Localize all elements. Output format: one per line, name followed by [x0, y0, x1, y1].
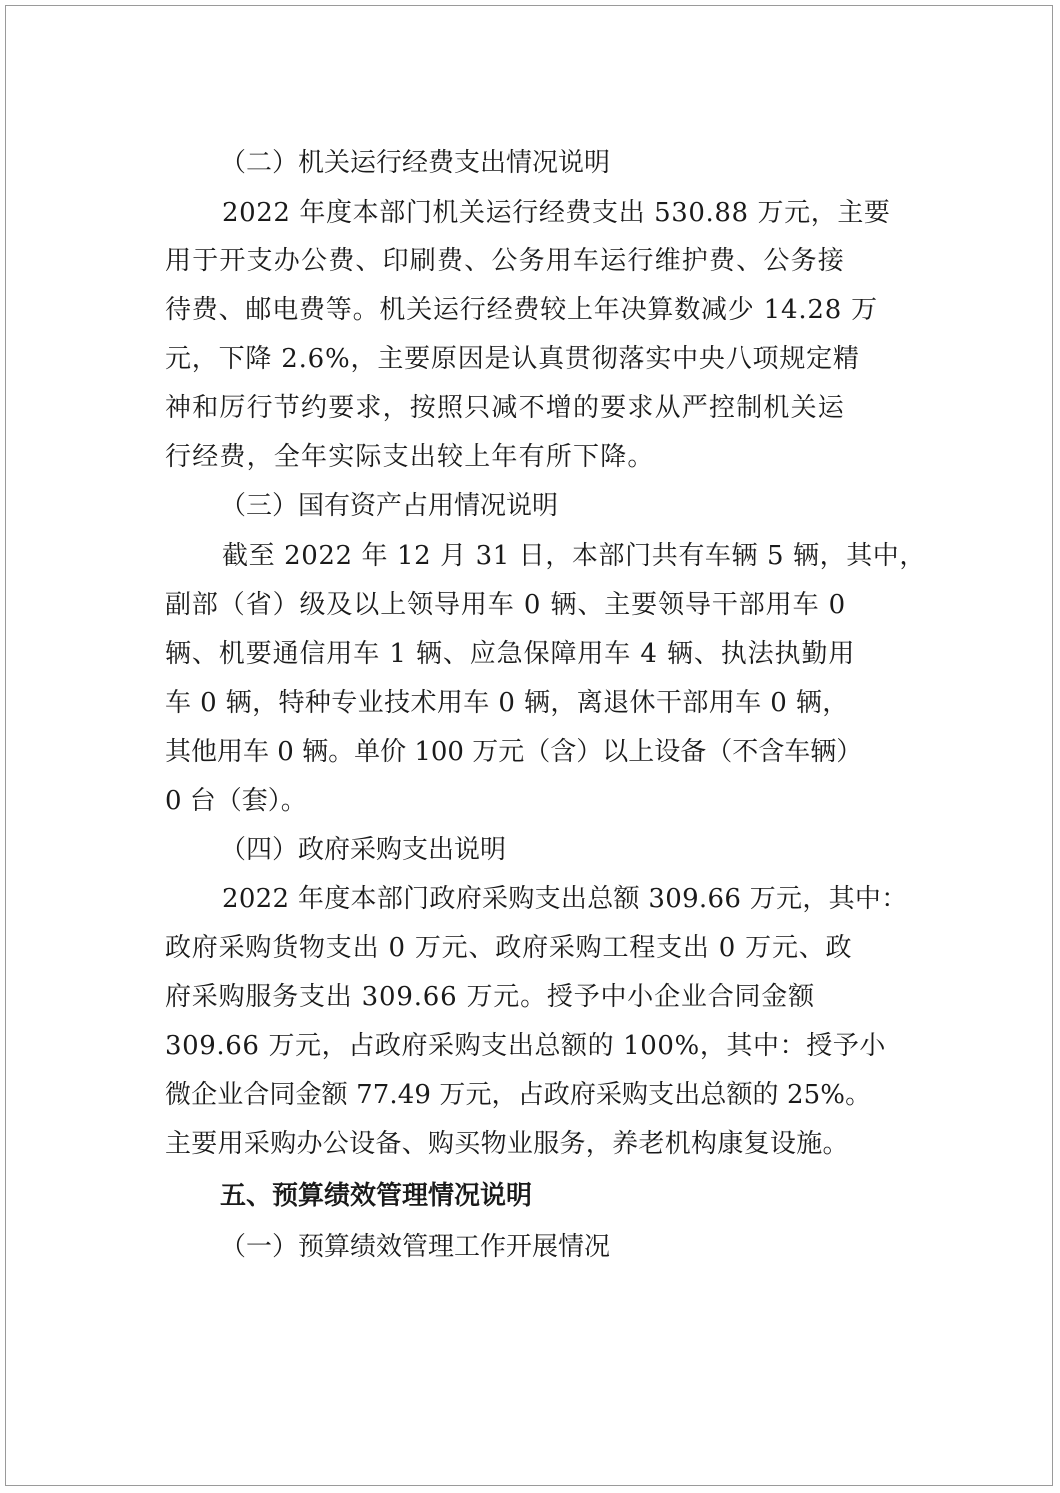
- section-heading-state-assets: （三）国有资产占用情况说明: [220, 491, 559, 521]
- paragraph-line: 元，下降 2.6%，主要原因是认真贯彻落实中央八项规定精: [165, 344, 860, 374]
- paragraph-line: 309.66 万元，占政府采购支出总额的 100%，其中：授予小: [165, 1031, 887, 1061]
- paragraph-line: 截至 2022 年 12 月 31 日，本部门共有车辆 5 辆，其中，: [222, 541, 926, 571]
- section-heading-government-procurement: （四）政府采购支出说明: [220, 835, 507, 865]
- paragraph-line: 主要用采购办公设备、购买物业服务，养老机构康复设施。: [165, 1129, 849, 1159]
- paragraph-line: 其他用车 0 辆。单价 100 万元（含）以上设备（不含车辆）: [165, 737, 863, 767]
- section-heading-operating-expenses: （二）机关运行经费支出情况说明: [220, 148, 611, 178]
- paragraph-line: 2022 年度本部门政府采购支出总额 309.66 万元，其中：: [222, 884, 908, 914]
- section-heading-performance-management: 五、预算绩效管理情况说明: [220, 1181, 533, 1211]
- paragraph-line: 微企业合同金额 77.49 万元，占政府采购支出总额的 25%。: [165, 1080, 872, 1110]
- subsection-heading-performance-work: （一）预算绩效管理工作开展情况: [220, 1232, 611, 1262]
- paragraph-line: 待费、邮电费等。机关运行经费较上年决算数减少 14.28 万: [165, 295, 878, 325]
- paragraph-line: 2022 年度本部门机关运行经费支出 530.88 万元，主要: [222, 198, 891, 228]
- paragraph-line: 行经费，全年实际支出较上年有所下降。: [165, 442, 655, 472]
- paragraph-line: 辆、机要通信用车 1 辆、应急保障用车 4 辆、执法执勤用: [165, 639, 856, 669]
- paragraph-line: 车 0 辆，特种专业技术用车 0 辆，离退休干部用车 0 辆，: [165, 688, 849, 718]
- paragraph-line: 副部（省）级及以上领导用车 0 辆、主要领导干部用车 0: [165, 590, 847, 620]
- paragraph-line: 用于开支办公费、印刷费、公务用车运行维护费、公务接: [165, 246, 846, 276]
- paragraph-line: 神和厉行节约要求，按照只减不增的要求从严控制机关运: [165, 393, 846, 423]
- paragraph-line: 0 台（套）。: [165, 786, 307, 816]
- paragraph-line: 政府采购货物支出 0 万元、政府采购工程支出 0 万元、政: [165, 933, 853, 963]
- paragraph-line: 府采购服务支出 309.66 万元。授予中小企业合同金额: [165, 982, 815, 1012]
